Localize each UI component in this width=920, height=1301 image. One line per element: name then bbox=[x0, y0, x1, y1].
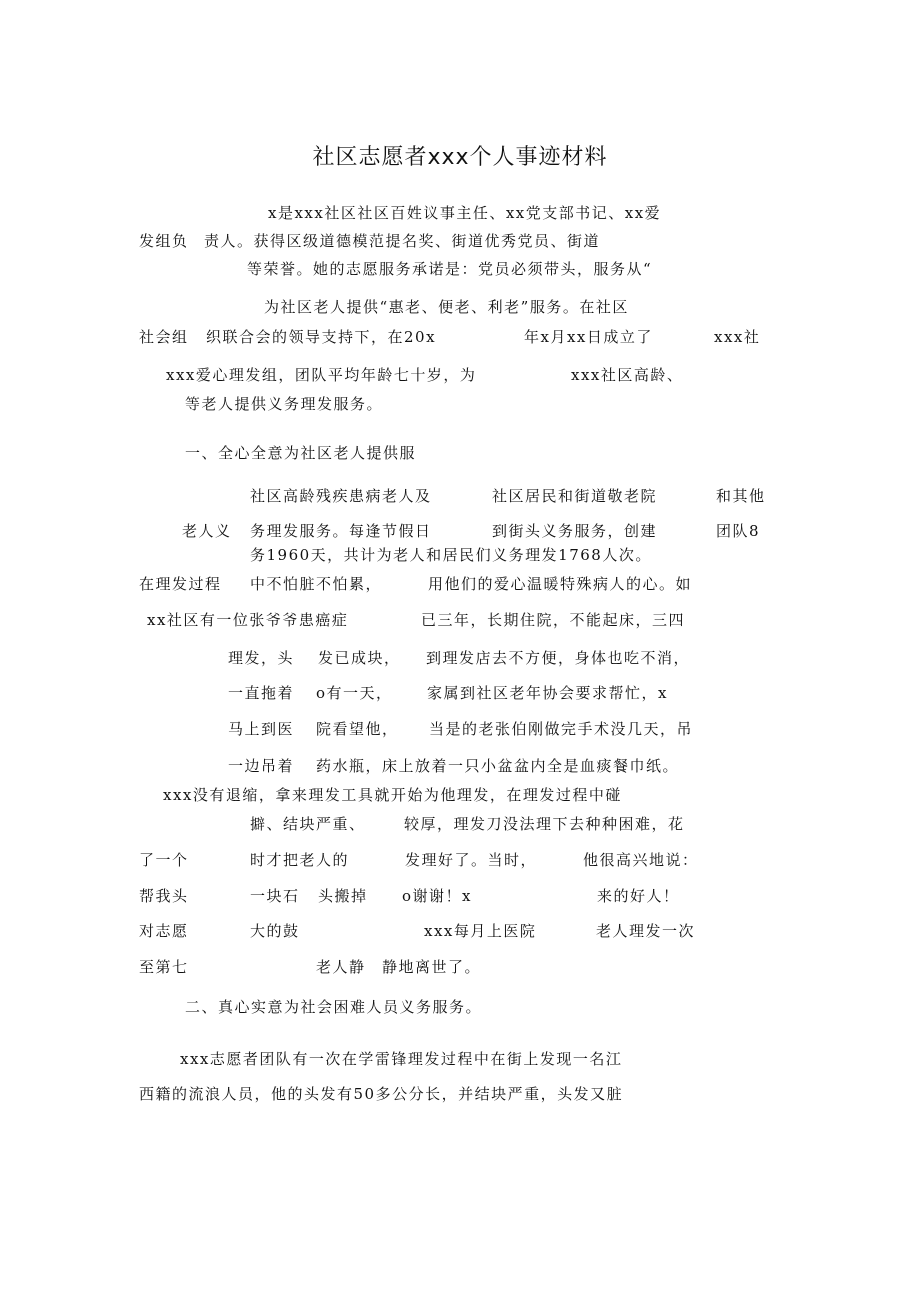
text-segment: 社区居民和街道敬老院 bbox=[492, 487, 658, 505]
text-segment: 擗、结块严重、 bbox=[250, 815, 366, 833]
text-segment: 老人理发一次 bbox=[596, 922, 696, 940]
text-segment: xxx社 bbox=[714, 328, 761, 346]
text-segment: 务1960天，共计为老人和居民们义务理发1768人次。 bbox=[250, 546, 652, 564]
text-segment: 大的鼓 bbox=[250, 922, 300, 940]
text-segment: 一直拖着 bbox=[228, 684, 295, 702]
text-segment: 已三年，长期住院，不能起床，三四 bbox=[421, 611, 686, 629]
text-segment: 一、全心全意为社区老人提供服 bbox=[185, 444, 417, 462]
text-segment: 责人。获得区级道德模范提名奖、街道优秀党员、街道 bbox=[204, 232, 601, 250]
text-segment: 静地离世了。 bbox=[382, 958, 482, 976]
text-segment: 西籍的流浪人员，他的头发有50多公分长，并结块严重，头发又脏 bbox=[139, 1085, 624, 1103]
text-segment: 他很高兴地说： bbox=[583, 851, 699, 869]
text-segment: o谢谢！x bbox=[402, 887, 472, 905]
text-segment: 用他们的爱心温暖特殊病人的心。如 bbox=[428, 575, 693, 593]
text-segment: 等老人提供义务理发服务。 bbox=[185, 395, 384, 413]
text-segment: 团队8 bbox=[716, 522, 761, 540]
text-segment: 至第七 bbox=[139, 958, 189, 976]
text-segment: 发组负 bbox=[139, 232, 189, 250]
text-segment: 一边吊着 bbox=[228, 757, 295, 775]
text-segment: xxx爱心理发组，团队平均年龄七十岁，为 bbox=[166, 366, 477, 384]
text-segment: 院看望他， bbox=[316, 720, 399, 738]
text-segment: 理发，头 bbox=[228, 649, 295, 667]
text-segment: 等荣誉。她的志愿服务承诺是：党员必须带头，服务从“ bbox=[247, 260, 653, 278]
text-segment: xxx社区高龄、 bbox=[571, 366, 684, 384]
text-segment: 发已成块， bbox=[318, 649, 401, 667]
text-segment: 到街头义务服务，创建 bbox=[492, 522, 658, 540]
text-segment: 和其他 bbox=[716, 487, 766, 505]
text-segment: 织联合会的领导支持下，在20x bbox=[206, 328, 437, 346]
text-segment: 当是的老张伯刚做完手术没几天，吊 bbox=[429, 720, 694, 738]
text-segment: xxx每月上医院 bbox=[424, 922, 537, 940]
text-segment: xxx志愿者团队有一次在学雷锋理发过程中在街上发现一名江 bbox=[180, 1050, 623, 1068]
text-segment: 为社区老人提供“惠老、便老、利老”服务。在社区 bbox=[264, 298, 629, 316]
text-segment: 中不怕脏不怕累， bbox=[250, 575, 383, 593]
page-title: 社区志愿者xxx个人事迹材料 bbox=[312, 145, 608, 170]
text-segment: 年x月xx日成立了 bbox=[524, 328, 653, 346]
text-segment: 对志愿 bbox=[139, 922, 189, 940]
text-segment: 马上到医 bbox=[228, 720, 295, 738]
text-segment: 到理发店去不方便，身体也吃不消， bbox=[426, 649, 691, 667]
text-segment: 了一个 bbox=[139, 851, 189, 869]
text-segment: xxx没有退缩，拿来理发工具就开始为他理发，在理发过程中碰 bbox=[163, 786, 622, 804]
text-segment: 较厚，理发刀没法理下去种种困难，花 bbox=[404, 815, 685, 833]
text-segment: 时才把老人的 bbox=[250, 851, 350, 869]
text-segment: 社会组 bbox=[139, 328, 189, 346]
text-segment: x是xxx社区社区百姓议事主任、xx党支部书记、xx爱 bbox=[268, 204, 662, 222]
text-segment: o有一天， bbox=[316, 684, 393, 702]
text-segment: 二、真心实意为社会困难人员义务服务。 bbox=[185, 998, 483, 1016]
text-segment: xx社区有一位张爷爷患癌症 bbox=[147, 611, 349, 629]
text-segment: 老人义 bbox=[182, 522, 232, 540]
text-segment: 社区高龄残疾患病老人及 bbox=[250, 487, 432, 505]
text-segment: 家属到社区老年协会要求帮忙，x bbox=[427, 684, 668, 702]
text-segment: 一块石 bbox=[250, 887, 300, 905]
text-segment: 药水瓶，床上放着一只小盆盆内全是血痰餐巾纸。 bbox=[316, 757, 680, 775]
text-segment: 来的好人！ bbox=[597, 887, 680, 905]
text-segment: 在理发过程 bbox=[139, 575, 222, 593]
text-segment: 发理好了。当时， bbox=[405, 851, 538, 869]
text-segment: 帮我头 bbox=[139, 887, 189, 905]
text-segment: 务理发服务。每逢节假日 bbox=[250, 522, 432, 540]
text-segment: 头搬掉 bbox=[318, 887, 368, 905]
text-segment: 老人静 bbox=[316, 958, 366, 976]
